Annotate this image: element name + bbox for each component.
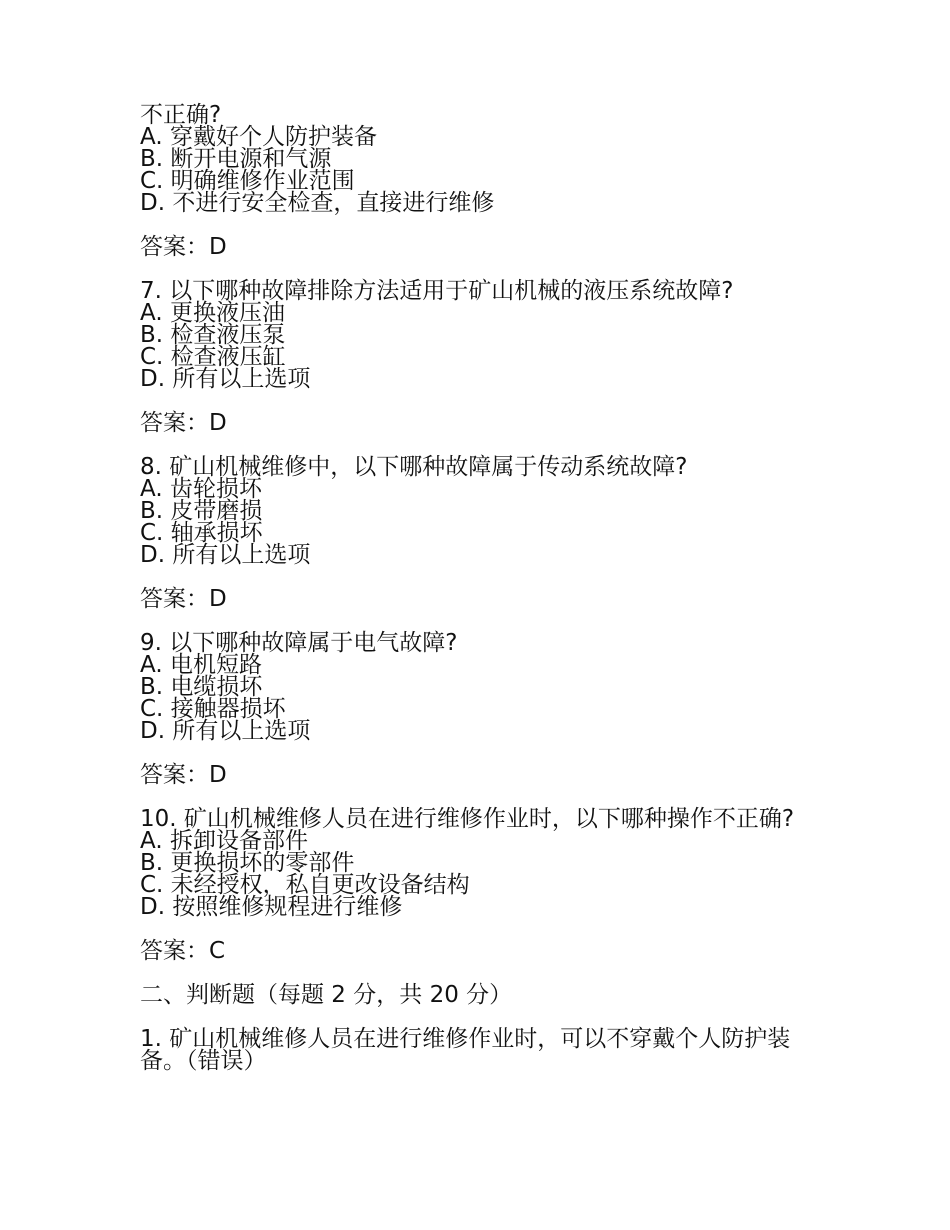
question-9 [140, 632, 820, 786]
option-b: B. 电缆损坏 [140, 674, 263, 700]
option-c: C. 未经授权，私自更改设备结构 [140, 872, 470, 898]
option-c: C. 检查液压缸 [140, 344, 286, 370]
answer-line: 答案：C [140, 938, 226, 964]
answer-line: 答案：D [140, 410, 227, 436]
exam-content [140, 104, 820, 1072]
section-heading: 二、判断题（每题 2 分，共 20 分） [140, 982, 513, 1008]
option-a: A. 电机短路 [140, 652, 262, 678]
option-c: C. 轴承损坏 [140, 520, 263, 546]
option-b: B. 断开电源和气源 [140, 146, 332, 172]
option-b: B. 检查液压泵 [140, 322, 286, 348]
question-stem: 7. 以下哪种故障排除方法适用于矿山机械的液压系统故障? [140, 278, 734, 304]
question-8 [140, 456, 820, 610]
option-d: D. 所有以上选项 [140, 542, 311, 568]
option-a: A. 更换液压油 [140, 300, 285, 326]
question-stem: 10. 矿山机械维修人员在进行维修作业时，以下哪种操作不正确? [140, 806, 795, 832]
option-c: C. 明确维修作业范围 [140, 168, 355, 194]
option-d: D. 不进行安全检查，直接进行维修 [140, 190, 495, 216]
option-b: B. 更换损坏的零部件 [140, 850, 355, 876]
question-stem: 8. 矿山机械维修中，以下哪种故障属于传动系统故障? [140, 454, 688, 480]
option-a: A. 穿戴好个人防护装备 [140, 124, 377, 150]
answer-line: 答案：D [140, 586, 227, 612]
judgement-question-1: 1. 矿山机械维修人员在进行维修作业时，可以不穿戴个人防护装备。（错误） [140, 1026, 791, 1074]
question-10 [140, 808, 820, 962]
option-d: D. 所有以上选项 [140, 366, 311, 392]
option-a: A. 齿轮损坏 [140, 476, 262, 502]
answer-line: 答案：D [140, 234, 227, 260]
option-d: D. 按照维修规程进行维修 [140, 894, 403, 920]
question-stem: 9. 以下哪种故障属于电气故障? [140, 630, 458, 656]
question-stem: 不正确? [140, 102, 222, 128]
answer-line: 答案：D [140, 762, 227, 788]
question-7 [140, 280, 820, 434]
option-c: C. 接触器损坏 [140, 696, 286, 722]
question-6 [140, 104, 820, 258]
option-d: D. 所有以上选项 [140, 718, 311, 744]
option-b: B. 皮带磨损 [140, 498, 263, 524]
option-a: A. 拆卸设备部件 [140, 828, 308, 854]
